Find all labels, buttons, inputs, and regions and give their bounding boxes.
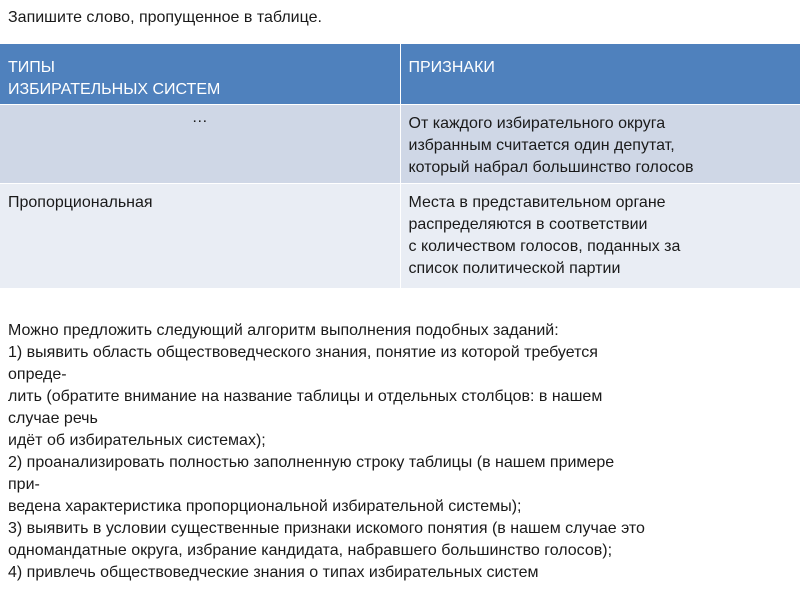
notes-line: Можно предложить следующий алгоритм выполнения подобных заданий:: [8, 322, 559, 339]
notes-line: 3) выявить в условии существенные признаки искомого понятия (в нашем случае это: [8, 520, 645, 537]
notes-line: 4) привлечь обществоведческие знания о типах избирательных систем: [8, 564, 539, 581]
electoral-systems-table: [0, 44, 800, 289]
feature-line: который набрал большинство голосов: [408, 159, 694, 176]
missing-type-cell: [0, 105, 400, 184]
features-cell: [400, 105, 800, 184]
header-features-line-1: ПРИЗНАКИ: [408, 59, 495, 76]
notes-line: опреде-: [8, 366, 67, 383]
notes-line: ведена характеристика пропорциональной избирательной системы);: [8, 498, 522, 515]
algorithm-notes: [8, 320, 798, 584]
header-types-line-2: ИЗБИРАТЕЛЬНЫХ СИСТЕМ: [8, 81, 221, 98]
feature-line: с количеством голосов, поданных за: [408, 238, 681, 255]
table-row: [0, 105, 800, 184]
notes-line: случае речь: [8, 410, 98, 427]
notes-line: 2) проанализировать полностью заполненную строку таблицы (в нашем примере: [8, 454, 615, 471]
header-features: [400, 44, 800, 105]
feature-line: избранным считается один депутат,: [408, 137, 675, 154]
table-row: [0, 184, 800, 289]
header-types: [0, 44, 400, 105]
notes-line: одномандатные округа, избрание кандидата, набравшего большинство голосов);: [8, 542, 613, 559]
task-instruction: Запишите слово, пропущенное в таблице.: [8, 9, 322, 26]
notes-line: лить (обратите внимание на название таблицы и отдельных столбцов: в нашем: [8, 388, 603, 405]
header-types-line-1: ТИПЫ: [8, 59, 55, 76]
feature-line: От каждого избирательного округа: [408, 115, 666, 132]
table-header-row: [0, 44, 800, 105]
feature-line: список политической партии: [408, 260, 621, 277]
feature-line: распределяются в соответствии: [408, 216, 648, 233]
feature-line: Места в представительном органе: [408, 194, 666, 211]
notes-line: 1) выявить область обществоведческого знания, понятие из которой требуется: [8, 344, 598, 361]
type-cell: [0, 184, 400, 289]
features-cell: [400, 184, 800, 289]
notes-line: при-: [8, 476, 40, 493]
missing-word-placeholder: …: [191, 109, 208, 126]
type-name: Пропорциональная: [8, 194, 153, 211]
notes-line: идёт об избирательных системах);: [8, 432, 266, 449]
